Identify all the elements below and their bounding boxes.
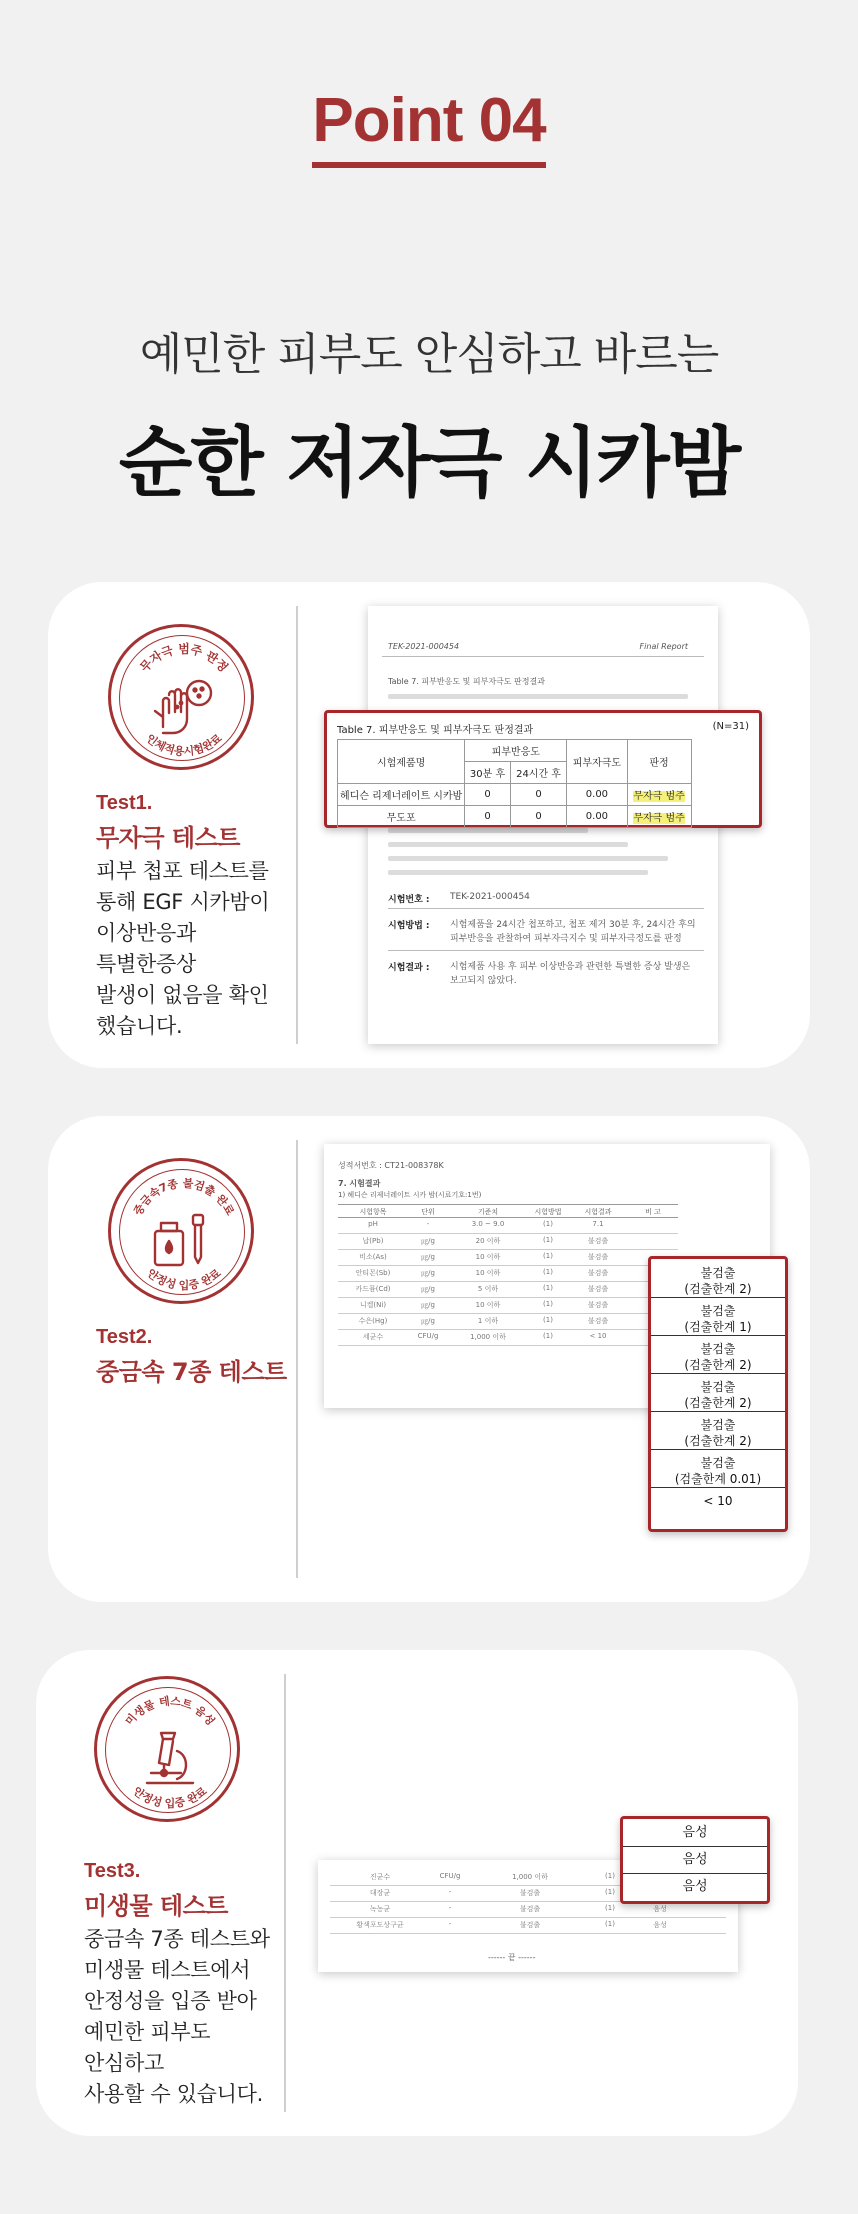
card-divider <box>296 1140 298 1578</box>
cell <box>627 806 691 828</box>
test1-number: Test1. <box>96 792 153 814</box>
doc-caption: Table 7. 피부반응도 및 피부자극도 판정결과 <box>388 677 545 686</box>
table-cell: pH <box>368 1220 378 1228</box>
zoom-result-cell: 음성 <box>682 1825 708 1840</box>
table-cell: 카드뮴(Cd) <box>355 1285 391 1293</box>
test2-card <box>48 1116 810 1602</box>
table-row <box>338 1314 678 1330</box>
table-cell: 진균수 <box>369 1873 391 1881</box>
doc-report-label: Final Report <box>639 642 688 651</box>
cell: 0 <box>510 784 566 806</box>
svg-text:인체적용시험완료 <box>143 731 224 758</box>
zoom-row-divider <box>623 1873 767 1874</box>
table-cell: 불검출 <box>587 1237 609 1245</box>
zoom-result-cell: 불검출 (검출한계 2) <box>684 1418 752 1448</box>
table-cell: 납(Pb) <box>362 1237 384 1245</box>
doc-test-no: TEK-2021-000454 <box>450 892 530 902</box>
table-cell: CFU/g <box>417 1332 439 1340</box>
table-cell: 대장균 <box>369 1889 391 1897</box>
test1-zoom-callout <box>324 710 762 828</box>
table-row <box>338 806 692 828</box>
table-cell: (1) <box>605 1872 615 1880</box>
doc-result-label: 시험결과 : <box>388 963 430 973</box>
bottle-dropper-icon <box>155 1215 203 1265</box>
table-cell: 3.0 ~ 9.0 <box>471 1220 505 1228</box>
table-cell: - <box>448 1888 452 1896</box>
badge-bottom-text: 인체적용시험완료 <box>143 731 225 759</box>
test2-badge <box>108 1158 254 1304</box>
col-product: 시험제품명 <box>338 740 465 784</box>
test1-description: 피부 첩포 테스트를 통해 EGF 시카밤이 이상반응과 특별한증상 발생이 없음을 확인 했습니다. <box>96 859 270 1038</box>
table-row <box>338 1298 678 1314</box>
column-header: 비 고 <box>645 1208 661 1216</box>
table-cell: 음성 <box>653 1921 667 1929</box>
point-title: Point 04 <box>312 84 545 168</box>
table-cell: ㎍/g <box>421 1285 435 1293</box>
table-cell: 황색포도상구균 <box>356 1921 404 1929</box>
col-reaction: 피부반응도 <box>465 740 567 762</box>
zoom-row-divider <box>651 1449 785 1450</box>
cell: 0.00 <box>567 806 627 828</box>
test1-name: 무자극 테스트 <box>96 824 240 852</box>
microscope-icon <box>147 1733 193 1783</box>
column-header: 시험방법 <box>534 1208 562 1216</box>
column-header: 시험항목 <box>359 1208 387 1216</box>
cell: 0.00 <box>567 784 627 806</box>
doc-id: 성적서번호 : CT21-008378K <box>338 1161 444 1170</box>
zoom-result-cell: 불검출 (검출한계 0.01) <box>674 1456 762 1486</box>
headline: 순한 저자극 시카밤 <box>118 418 740 507</box>
zoom-result-cell: 음성 <box>682 1852 708 1867</box>
table-cell: 불검출 <box>587 1285 609 1293</box>
zoom-result-cell: 불검출 (검출한계 2) <box>684 1342 752 1372</box>
table-cell: 1 이하 <box>477 1317 499 1325</box>
doc-method: 시험제품을 24시간 첩포하고, 첩포 제거 30분 후, 24시간 후의 피부반응을 관찰하여 피부자극지수 및 피부자극정도를 판정 <box>450 920 696 944</box>
test3-number: Test3. <box>84 1860 141 1882</box>
cell: 0 <box>465 806 511 828</box>
svg-text:중금속7종 불검출 완료 <box>131 1176 236 1218</box>
table-header <box>338 1204 678 1218</box>
table-cell: - <box>426 1220 430 1228</box>
zoom-row-divider <box>651 1411 785 1412</box>
test3-zoom-callout <box>620 1816 770 1904</box>
test3-description: 중금속 7종 테스트와 미생물 테스트에서 안정성을 입증 받아 예민한 피부도 안심하고 사용할 수 있습니다. <box>84 1927 270 2106</box>
table-cell: 1,000 이하 <box>512 1873 548 1881</box>
zoom-result-cell: 불검출 (검출한계 2) <box>684 1266 752 1296</box>
zoom-n: (N=31) <box>712 721 749 732</box>
table-cell: 불검출 <box>587 1301 609 1309</box>
col-30min: 30분 후 <box>465 762 511 784</box>
table-cell: 비소(As) <box>359 1253 387 1261</box>
table-cell: (1) <box>605 1904 615 1912</box>
cell: 0 <box>510 806 566 828</box>
col-24h: 24시간 후 <box>510 762 566 784</box>
test2-name: 중금속 7종 테스트 <box>96 1358 287 1386</box>
table-cell: ㎍/g <box>421 1301 435 1309</box>
table-cell: ㎍/g <box>421 1317 435 1325</box>
table-row <box>338 784 692 806</box>
zoom-row-divider <box>651 1297 785 1298</box>
doc-result: 시험제품 사용 후 피부 이상반응과 관련한 특별한 증상 발생은 보고되지 않았다. <box>450 962 691 986</box>
table-cell: 7.1 <box>592 1220 604 1228</box>
column-header: 단위 <box>421 1208 435 1216</box>
svg-text:안정성 입증 완료 <box>145 1266 224 1292</box>
table-cell: (1) <box>543 1332 553 1340</box>
doc-end-mark: ------ 끝 ------ <box>488 1953 536 1962</box>
doc-id: TEK-2021-000454 <box>388 642 460 651</box>
table-cell: 10 이하 <box>475 1269 501 1277</box>
table-cell: 세균수 <box>362 1333 384 1341</box>
table-cell: 10 이하 <box>475 1301 501 1309</box>
table-cell: < 10 <box>589 1332 607 1340</box>
doc-method-label: 시험방법 : <box>388 921 430 931</box>
cell: 0 <box>465 784 511 806</box>
table-row <box>338 1218 678 1234</box>
badge-bottom-text: 안정성 입증 완료 <box>130 1784 210 1810</box>
table-cell: ㎍/g <box>421 1253 435 1261</box>
table-row <box>330 1902 726 1918</box>
table-row <box>338 1266 678 1282</box>
table-cell: 안티몬(Sb) <box>355 1269 391 1277</box>
col-irritation: 피부자극도 <box>567 740 627 784</box>
cell: 무도포 <box>338 806 465 828</box>
zoom-result-cell: < 10 <box>703 1494 733 1508</box>
table-cell: 5 이하 <box>477 1285 499 1293</box>
table-row <box>330 1918 726 1934</box>
zoom-result-table <box>337 739 692 828</box>
table-cell: 불검출 <box>519 1905 541 1913</box>
table-cell: 수은(Hg) <box>358 1317 388 1325</box>
table-cell: ㎍/g <box>421 1237 435 1245</box>
svg-text:미생물 테스트 음성 <box>122 1694 218 1728</box>
test1-card <box>48 582 810 1068</box>
section-header <box>0 84 858 168</box>
svg-text:무자극 범주 판정 <box>137 641 231 675</box>
svg-text:안정성 입증 완료 <box>131 1784 210 1810</box>
table-row <box>338 1250 678 1266</box>
table-row <box>338 1282 678 1298</box>
zoom-result-cell: 불검출 (검출한계 1) <box>684 1304 752 1334</box>
zoom-row-divider <box>651 1487 785 1488</box>
doc-section: 7. 시험결과 <box>338 1179 381 1188</box>
test2-number: Test2. <box>96 1326 153 1348</box>
zoom-row-divider <box>623 1846 767 1847</box>
table-cell: 불검출 <box>587 1317 609 1325</box>
table-row <box>338 1330 678 1346</box>
table-cell: 불검출 <box>587 1269 609 1277</box>
test3-badge <box>94 1676 240 1822</box>
table-cell: 불검출 <box>519 1889 541 1897</box>
table-cell: (1) <box>543 1236 553 1244</box>
table-cell: (1) <box>605 1888 615 1896</box>
table-cell: 니켈(Ni) <box>359 1301 387 1309</box>
test2-zoom-callout <box>648 1256 788 1532</box>
judgment-highlight: 무자극 범주 <box>633 791 685 802</box>
table-cell: (1) <box>543 1220 553 1228</box>
test3-card <box>36 1650 798 2136</box>
column-header: 시험결과 <box>584 1208 612 1216</box>
badge-top-text: 무자극 범주 판정 <box>137 642 231 675</box>
table-cell: (1) <box>543 1284 553 1292</box>
test1-badge <box>108 624 254 770</box>
doc-test-no-label: 시험번호 : <box>388 895 430 905</box>
table-cell: 불검출 <box>587 1253 609 1261</box>
subheadline: 예민한 피부도 안심하고 바르는 <box>139 329 719 380</box>
table-cell: (1) <box>543 1268 553 1276</box>
judgment-highlight: 무자극 범주 <box>633 813 685 824</box>
test3-name: 미생물 테스트 <box>84 1892 228 1920</box>
table-cell: 1,000 이하 <box>470 1333 506 1341</box>
table-cell: (1) <box>543 1316 553 1324</box>
hand-patch-test-icon <box>155 681 211 733</box>
badge-top-text: 중금속7종 불검출 완료 <box>131 1176 237 1218</box>
zoom-caption: Table 7. 피부반응도 및 피부자극도 판정결과 <box>337 725 534 736</box>
table-cell: - <box>448 1904 452 1912</box>
cell <box>627 784 691 806</box>
card-divider <box>284 1674 286 2112</box>
table-cell: (1) <box>605 1920 615 1928</box>
col-judgment: 판정 <box>627 740 691 784</box>
column-header: 기준치 <box>477 1208 499 1216</box>
table-cell: CFU/g <box>439 1872 461 1880</box>
cell: 헤디슨 리제너레이트 시카밤 <box>338 784 465 806</box>
table-row <box>338 1234 678 1250</box>
zoom-row-divider <box>651 1335 785 1336</box>
table-cell: 녹농균 <box>369 1905 391 1913</box>
table-cell: ㎍/g <box>421 1269 435 1277</box>
table-cell: (1) <box>543 1252 553 1260</box>
card-divider <box>296 606 298 1044</box>
table-cell: 음성 <box>653 1905 667 1913</box>
doc-subsection: 1) 헤디슨 리제너레이트 시카 밤(시료기호:1번) <box>338 1191 482 1199</box>
table-cell: 20 이하 <box>475 1237 501 1245</box>
zoom-row-divider <box>651 1373 785 1374</box>
zoom-result-cell: 불검출 (검출한계 2) <box>684 1380 752 1410</box>
table-cell: (1) <box>543 1300 553 1308</box>
badge-bottom-text: 안정성 입증 완료 <box>144 1266 224 1292</box>
table-cell: 10 이하 <box>475 1253 501 1261</box>
zoom-result-cell: 음성 <box>682 1879 708 1894</box>
badge-top-text: 미생물 테스트 음성 <box>122 1694 218 1728</box>
table-cell: - <box>448 1920 452 1928</box>
table-cell: 불검출 <box>519 1921 541 1929</box>
